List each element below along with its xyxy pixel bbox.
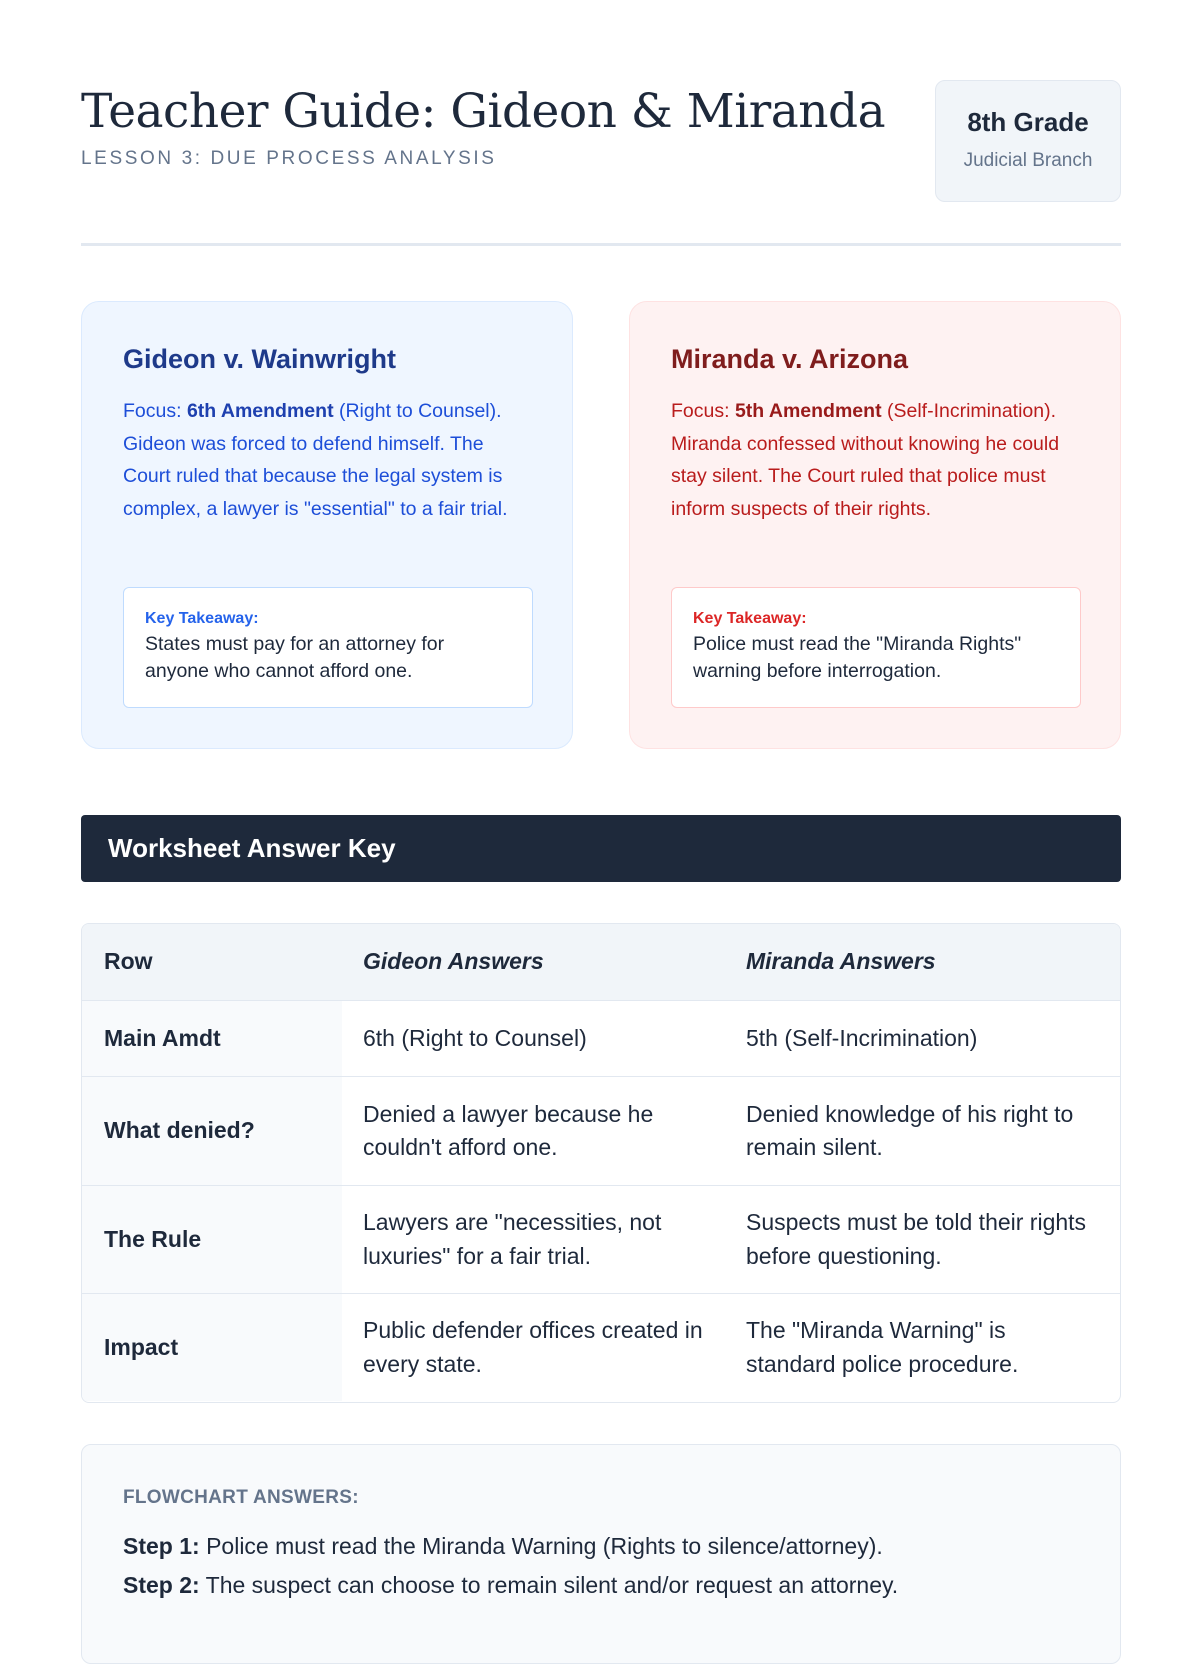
- table-cell: Lawyers are "necessities, not luxuries" for a fair trial.: [363, 1209, 662, 1269]
- table-row-label: Impact: [82, 1294, 342, 1401]
- flowchart-answers-box: [81, 1444, 1121, 1664]
- branch-label: Judicial Branch: [963, 150, 1093, 171]
- page-title: Teacher Guide: Gideon & Miranda: [81, 84, 886, 139]
- table-row: [82, 1186, 1120, 1294]
- header-divider: [81, 243, 1121, 246]
- table-cell: 6th (Right to Counsel): [363, 1024, 587, 1051]
- flowchart-step-label: Step 2:: [123, 1572, 200, 1598]
- table-row: [82, 1077, 1120, 1186]
- flowchart-step-text: Police must read the Miranda Warning (Rights to silence/attorney).: [199, 1533, 883, 1559]
- table-cell: 5th (Self-Incrimination): [746, 1024, 978, 1051]
- table-row-label: What denied?: [82, 1077, 342, 1185]
- flowchart-step-text: The suspect can choose to remain silent and/or request an attorney.: [199, 1572, 899, 1598]
- gideon-takeaway-label: Key Takeaway:: [145, 610, 259, 627]
- gideon-amendment: 6th Amendment: [186, 400, 334, 422]
- table-row: [82, 1001, 1120, 1077]
- table-row: [82, 1294, 1120, 1401]
- miranda-focus-text: [671, 395, 1080, 525]
- table-cell: Public defender offices created in every state.: [363, 1317, 703, 1377]
- gideon-focus-body: (Right to Counsel). Gideon was forced to defend himself. The Court ruled that because the legal system is complex, a lawyer is "essential" to a fair trial.: [123, 400, 508, 520]
- table-row-label: The Rule: [82, 1186, 342, 1293]
- miranda-focus-body: (Self-Incrimination). Miranda confessed without knowing he could stay silent. The Court ruled that police must inform suspects of their rights.: [671, 400, 1060, 520]
- flowchart-label: FLOWCHART ANSWERS:: [123, 1487, 359, 1508]
- miranda-takeaway-text: Police must read the "Miranda Rights" warning before interrogation.: [693, 633, 1022, 682]
- answer-key-table: [81, 923, 1121, 1403]
- miranda-case-title: Miranda v. Arizona: [671, 344, 909, 374]
- flowchart-step: [123, 1531, 1080, 1562]
- flowchart-step: [123, 1570, 1080, 1601]
- grade-level: 8th Grade: [967, 107, 1089, 137]
- gideon-focus-text: [123, 395, 532, 525]
- miranda-focus-prefix: Focus:: [671, 400, 735, 422]
- gideon-case-title: Gideon v. Wainwright: [123, 344, 396, 374]
- worksheet-section-title: Worksheet Answer Key: [108, 833, 396, 863]
- gideon-focus-prefix: Focus:: [123, 400, 187, 422]
- miranda-takeaway-box: [671, 587, 1081, 708]
- miranda-amendment: 5th Amendment: [734, 400, 882, 422]
- worksheet-section-bar: [81, 815, 1121, 882]
- table-header-cell: Miranda Answers: [746, 948, 936, 975]
- table-cell: Denied knowledge of his right to remain silent.: [746, 1100, 1074, 1160]
- table-cell: The "Miranda Warning" is standard police procedure.: [746, 1317, 1019, 1377]
- lesson-subtitle: LESSON 3: DUE PROCESS ANALYSIS: [81, 148, 497, 169]
- miranda-takeaway-label: Key Takeaway:: [693, 610, 807, 627]
- gideon-takeaway-box: [123, 587, 533, 708]
- table-header-cell: Row: [82, 924, 342, 1000]
- grade-badge: [935, 80, 1121, 202]
- table-row-label: Main Amdt: [82, 1001, 342, 1076]
- gideon-case-card: [81, 301, 573, 749]
- header: [81, 80, 1121, 200]
- table-header-row: [82, 924, 1120, 1001]
- table-header-cell: Gideon Answers: [363, 948, 544, 975]
- table-cell: Suspects must be told their rights before questioning.: [746, 1209, 1087, 1269]
- flowchart-step-label: Step 1:: [123, 1533, 200, 1559]
- gideon-takeaway-text: States must pay for an attorney for anyone who cannot afford one.: [145, 633, 445, 682]
- table-cell: Denied a lawyer because he couldn't afford one.: [363, 1100, 654, 1160]
- miranda-case-card: [629, 301, 1121, 749]
